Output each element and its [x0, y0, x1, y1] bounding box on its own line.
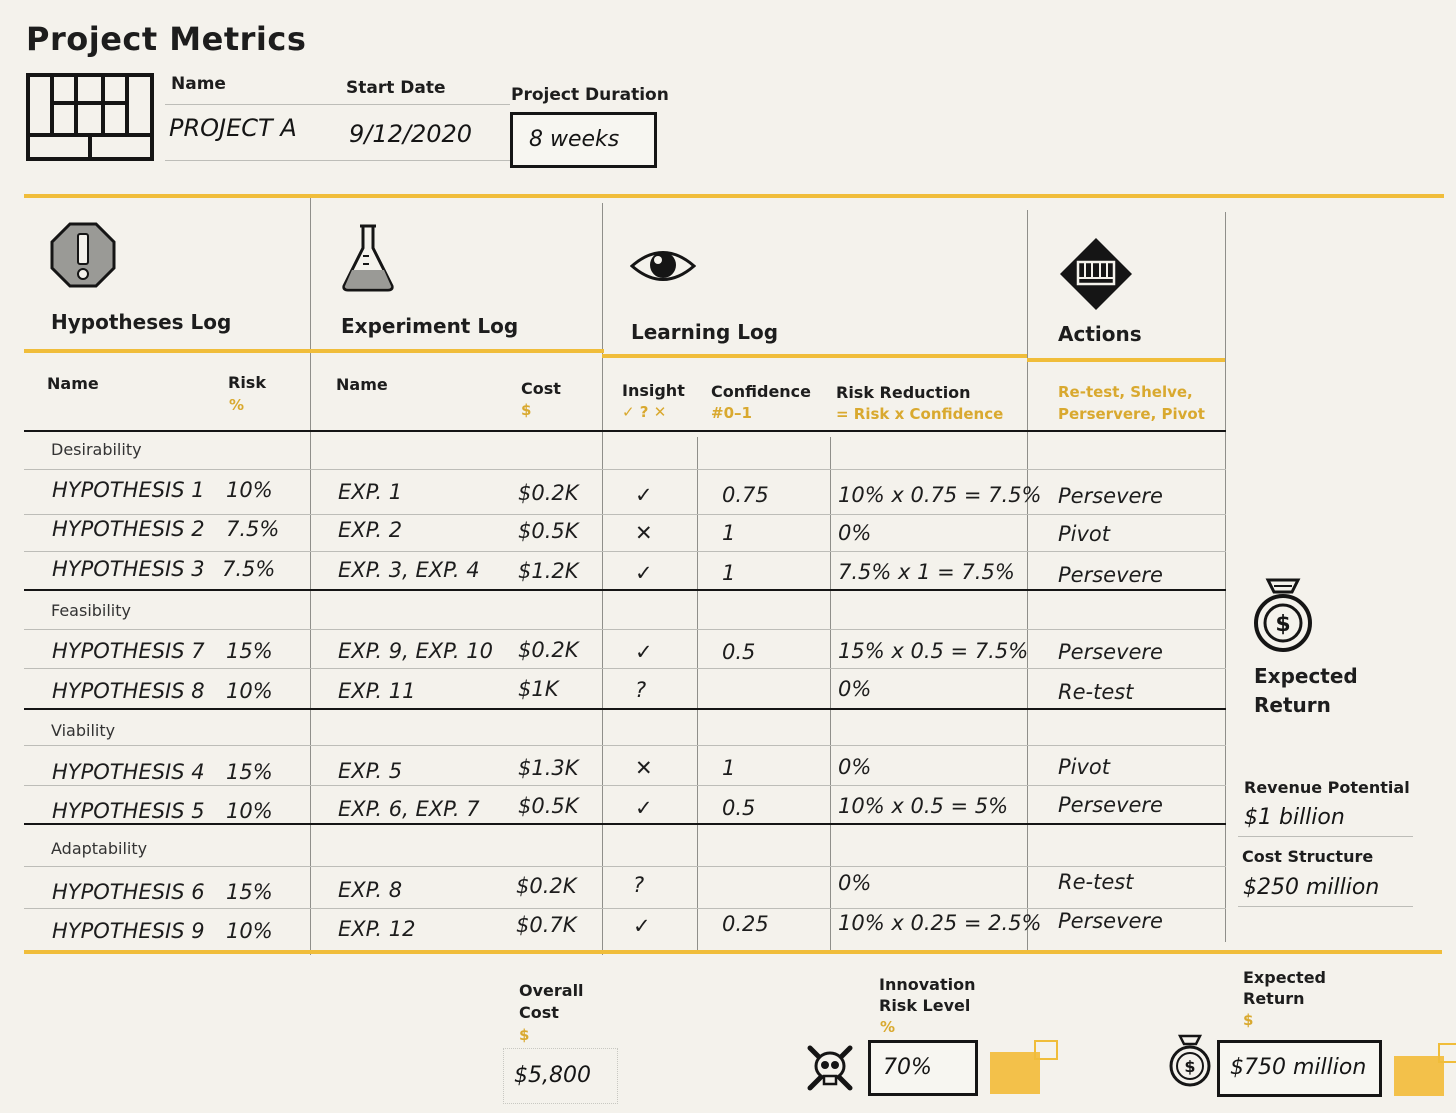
expected-return-label-1: Expected	[1243, 968, 1326, 987]
experiment-cost: $0.7K	[516, 913, 577, 937]
hypothesis-name: HYPOTHESIS 7	[52, 639, 205, 663]
innovation-risk-label-2: Risk Level	[879, 996, 971, 1015]
experiment-cost: $0.5K	[518, 519, 579, 543]
diamond-grid-icon	[1058, 236, 1134, 316]
confidence-value: 0.75	[722, 483, 769, 507]
overall-cost-field	[503, 1048, 618, 1104]
overall-cost-unit: $	[519, 1026, 530, 1044]
top-rule	[24, 194, 1444, 198]
category-feasibility: Feasibility	[51, 601, 131, 620]
col-insight: Insight	[622, 381, 685, 400]
experiment-log-title: Experiment Log	[341, 314, 519, 338]
confidence-value: 1	[722, 756, 736, 780]
risk-reduction-value: 10% x 0.25 = 2.5%	[838, 911, 1042, 935]
expected-return-field	[1217, 1040, 1382, 1097]
experiment-name: EXP. 2	[338, 518, 403, 542]
risk-reduction-value: 15% x 0.5 = 7.5%	[838, 639, 1029, 663]
hypothesis-risk: 15%	[226, 760, 273, 784]
risk-reduction-value: 10% x 0.5 = 5%	[838, 794, 1009, 818]
category-viability: Viability	[51, 721, 116, 740]
insight-value: ✓	[635, 561, 653, 585]
expected-return-unit: $	[1243, 1011, 1254, 1029]
col-actions-sub2: Perservere, Pivot	[1058, 405, 1205, 423]
col-risk-reduction-sub: = Risk x Confidence	[836, 405, 1004, 423]
col-hyp-risk-unit: %	[229, 396, 245, 414]
hypothesis-name: HYPOTHESIS 1	[52, 478, 205, 502]
experiment-name: EXP. 11	[338, 679, 416, 703]
project-name-value: PROJECT A	[169, 114, 297, 142]
learning-log-title: Learning Log	[631, 320, 779, 344]
action-value: Re-test	[1058, 870, 1134, 894]
action-value: Persevere	[1058, 484, 1163, 508]
duration-label: Project Duration	[511, 85, 669, 105]
return-marker	[1394, 1056, 1444, 1096]
col-actions-sub1: Re-test, Shelve,	[1058, 383, 1193, 401]
risk-level-marker	[990, 1052, 1040, 1094]
experiment-cost: $0.2K	[516, 874, 577, 898]
insight-value: ✕	[635, 521, 653, 545]
insight-value: ✕	[635, 756, 653, 780]
hypothesis-name: HYPOTHESIS 3	[52, 557, 205, 581]
confidence-value: 0.25	[722, 912, 769, 936]
money-bag-icon	[1168, 1034, 1212, 1092]
expected-return-value: $750 million	[1230, 1055, 1367, 1080]
experiment-cost: $0.2K	[518, 481, 579, 505]
confidence-value: 0.5	[722, 640, 756, 664]
col-hyp-risk: Risk	[228, 373, 266, 392]
overall-cost-label-2: Cost	[519, 1003, 559, 1022]
hypothesis-risk: 10%	[226, 919, 273, 943]
cost-structure-label: Cost Structure	[1242, 847, 1374, 866]
experiment-cost: $1K	[518, 677, 559, 701]
innovation-risk-label-1: Innovation	[879, 975, 976, 994]
experiment-name: EXP. 12	[338, 917, 416, 941]
experiment-name: EXP. 8	[338, 878, 403, 902]
hypothesis-name: HYPOTHESIS 5	[52, 799, 205, 823]
insight-value: ✓	[633, 914, 651, 938]
svg-text:$: $	[1275, 612, 1291, 637]
overall-cost-label-1: Overall	[519, 981, 584, 1000]
eye-icon	[630, 245, 696, 291]
risk-reduction-value: 7.5% x 1 = 7.5%	[838, 560, 1015, 584]
hypothesis-risk: 10%	[226, 478, 273, 502]
col-insight-sub: ✓ ? ✕	[622, 403, 667, 421]
hypothesis-name: HYPOTHESIS 6	[52, 880, 205, 904]
risk-reduction-value: 0%	[838, 871, 872, 895]
col-confidence: Confidence	[711, 382, 812, 401]
category-adaptability: Adaptability	[51, 839, 148, 858]
experiment-cost: $0.5K	[518, 794, 579, 818]
duration-value: 8 weeks	[529, 127, 620, 152]
action-value: Pivot	[1058, 522, 1111, 546]
insight-value: ✓	[635, 640, 653, 664]
hypothesis-risk: 10%	[226, 799, 273, 823]
name-label: Name	[171, 74, 226, 94]
action-value: Pivot	[1058, 755, 1111, 779]
action-value: Persevere	[1058, 909, 1163, 933]
insight-value: ✓	[635, 483, 653, 507]
money-bag-icon	[1252, 578, 1314, 658]
col-hyp-name: Name	[47, 374, 99, 393]
start-date-value: 9/12/2020	[349, 120, 473, 148]
hypothesis-risk: 10%	[226, 679, 273, 703]
hypothesis-risk: 7.5%	[222, 557, 276, 581]
hypothesis-name: HYPOTHESIS 2	[52, 517, 205, 541]
col-risk-reduction: Risk Reduction	[836, 383, 971, 402]
confidence-value: 1	[722, 561, 736, 585]
action-value: Persevere	[1058, 793, 1163, 817]
action-value: Re-test	[1058, 680, 1134, 704]
experiment-name: EXP. 5	[338, 759, 403, 783]
insight-value: ?	[635, 678, 647, 702]
insight-value: ✓	[635, 796, 653, 820]
revenue-potential-label: Revenue Potential	[1244, 778, 1410, 797]
confidence-value: 0.5	[722, 796, 756, 820]
hypothesis-risk: 7.5%	[226, 517, 280, 541]
hypothesis-name: HYPOTHESIS 9	[52, 919, 205, 943]
col-exp-name: Name	[336, 375, 388, 394]
experiment-name: EXP. 3, EXP. 4	[338, 558, 480, 582]
flask-icon	[340, 224, 396, 296]
col-exp-cost-unit: $	[521, 401, 532, 419]
risk-reduction-value: 0%	[838, 677, 872, 701]
action-value: Persevere	[1058, 640, 1163, 664]
svg-text:$: $	[1184, 1057, 1196, 1076]
insight-value: ?	[633, 873, 645, 897]
warning-octagon-icon	[50, 222, 116, 292]
skull-crossbones-icon	[804, 1042, 856, 1098]
risk-reduction-value: 0%	[838, 521, 872, 545]
canvas-grid-icon	[26, 73, 154, 161]
hypothesis-risk: 15%	[226, 639, 273, 663]
hypothesis-name: HYPOTHESIS 8	[52, 679, 205, 703]
risk-reduction-value: 0%	[838, 755, 872, 779]
experiment-name: EXP. 6, EXP. 7	[338, 797, 480, 821]
hypotheses-log-title: Hypotheses Log	[51, 310, 232, 334]
cost-structure-value: $250 million	[1243, 875, 1380, 900]
risk-level-marker-small	[1034, 1040, 1058, 1060]
experiment-name: EXP. 9, EXP. 10	[338, 639, 493, 663]
revenue-potential-value: $1 billion	[1244, 805, 1345, 830]
risk-reduction-value: 10% x 0.75 = 7.5%	[838, 483, 1042, 507]
duration-field	[510, 112, 657, 168]
action-value: Persevere	[1058, 563, 1163, 587]
expected-return-title-2: Return	[1254, 693, 1331, 717]
overall-cost-value: $5,800	[514, 1063, 591, 1088]
expected-return-label-2: Return	[1243, 989, 1305, 1008]
category-desirability: Desirability	[51, 440, 142, 459]
confidence-value: 1	[722, 521, 736, 545]
experiment-cost: $1.2K	[518, 559, 579, 583]
hypothesis-risk: 15%	[226, 880, 273, 904]
col-exp-cost: Cost	[521, 379, 561, 398]
page-title: Project Metrics	[26, 20, 307, 58]
experiment-cost: $1.3K	[518, 756, 579, 780]
innovation-risk-unit: %	[880, 1018, 896, 1036]
innovation-risk-value: 70%	[883, 1055, 932, 1080]
hypothesis-name: HYPOTHESIS 4	[52, 760, 205, 784]
return-marker-small	[1438, 1043, 1456, 1063]
col-confidence-sub: #0–1	[711, 404, 752, 422]
innovation-risk-field	[868, 1040, 978, 1096]
start-date-label: Start Date	[346, 78, 446, 98]
experiment-name: EXP. 1	[338, 480, 403, 504]
experiment-cost: $0.2K	[518, 638, 579, 662]
expected-return-title-1: Expected	[1254, 664, 1358, 688]
actions-title: Actions	[1058, 322, 1142, 346]
